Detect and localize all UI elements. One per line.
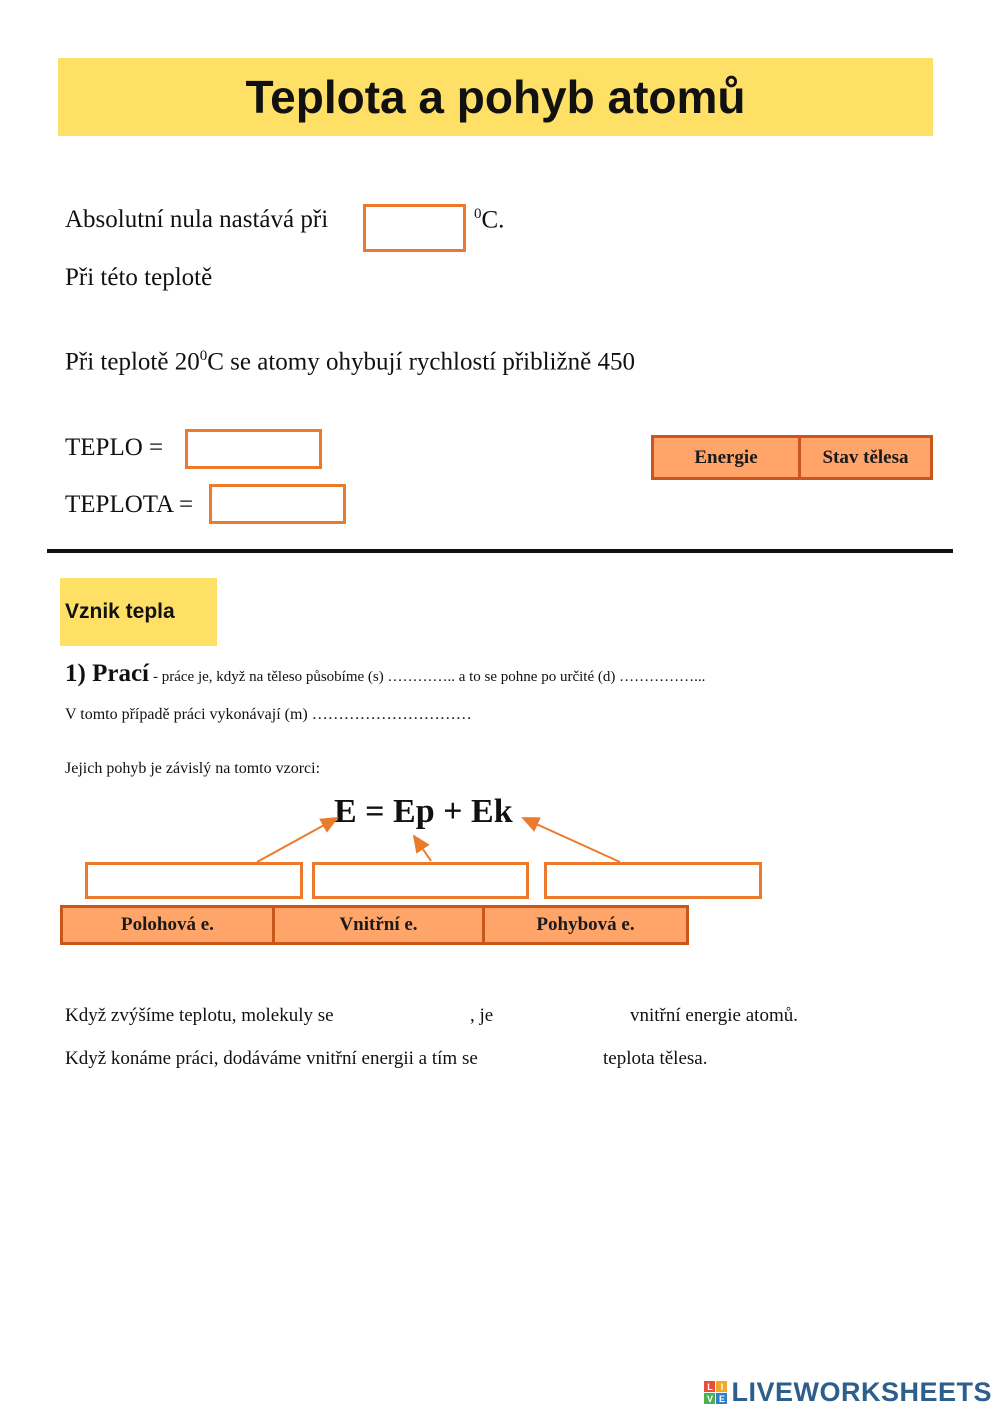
- degree-sup: 0: [474, 206, 482, 222]
- teplota-label: TEPLOTA =: [65, 491, 194, 518]
- praci-text: - práce je, když na těleso působíme (s) ………….. a to se pohne po určité (d) ……………...: [152, 669, 706, 685]
- formula-answer-box-3[interactable]: [544, 862, 762, 899]
- arrow-to-ep: [414, 836, 431, 861]
- tile-polohova[interactable]: Polohová e.: [121, 914, 214, 935]
- line-jejich: Jejich pohyb je závislý na tomto vzorci:: [65, 760, 321, 777]
- line-m: V tomto případě práci vykonávají (m) …………………………: [65, 706, 472, 723]
- speed-line-sup: 0: [199, 348, 208, 364]
- logo-letter-i: I: [716, 1381, 727, 1392]
- formula: E = Ep + Ek: [334, 793, 513, 830]
- arrow-to-e: [257, 818, 337, 862]
- tile-stav-telesa[interactable]: Stav tělesa: [798, 438, 930, 477]
- tile-energie[interactable]: Energie: [694, 446, 758, 468]
- sentence1-part-b: , je: [470, 1005, 494, 1026]
- logo-letter-v: V: [704, 1393, 715, 1404]
- formula-answer-box-2[interactable]: [312, 862, 529, 899]
- pri-teto-teplote-text: Při této teplotě: [65, 264, 213, 291]
- page-title: Teplota a pohyb atomů: [245, 71, 746, 123]
- sentence2-part-a: Když konáme práci, dodáváme vnitřní energii a tím se: [65, 1048, 478, 1069]
- tile-vnitrni[interactable]: Vnitřní e.: [272, 908, 482, 942]
- tile-pohybova[interactable]: Pohybová e.: [482, 908, 686, 942]
- liveworksheets-logo: [704, 1377, 992, 1408]
- celsius-suffix: C.: [481, 206, 505, 234]
- speed-line-part1: Při teplotě 20: [65, 348, 200, 376]
- sentence1-part-a: Když zvýšíme teplotu, molekuly se: [65, 1005, 334, 1026]
- praci-heading: 1) Prací: [65, 660, 149, 687]
- sentence1-part-c: vnitřní energie atomů.: [630, 1005, 798, 1026]
- logo-text: LIVEWORKSHEETS: [731, 1377, 992, 1407]
- speed-line-part2: C se atomy ohybují rychlostí přibližně 450: [207, 348, 635, 376]
- logo-mark-icon: [704, 1381, 727, 1404]
- arrow-to-ek: [523, 818, 620, 862]
- sentence2-part-b: teplota tělesa.: [603, 1048, 708, 1069]
- teplo-label: TEPLO =: [65, 434, 164, 461]
- formula-answer-box-1[interactable]: [85, 862, 303, 899]
- logo-letter-e: E: [716, 1393, 727, 1404]
- absolute-zero-prefix: Absolutní nula nastává při: [65, 206, 329, 233]
- section-title: Vznik tepla: [65, 600, 175, 623]
- bottom-answer-tiles: [60, 905, 689, 945]
- logo-letter-l: L: [704, 1381, 715, 1392]
